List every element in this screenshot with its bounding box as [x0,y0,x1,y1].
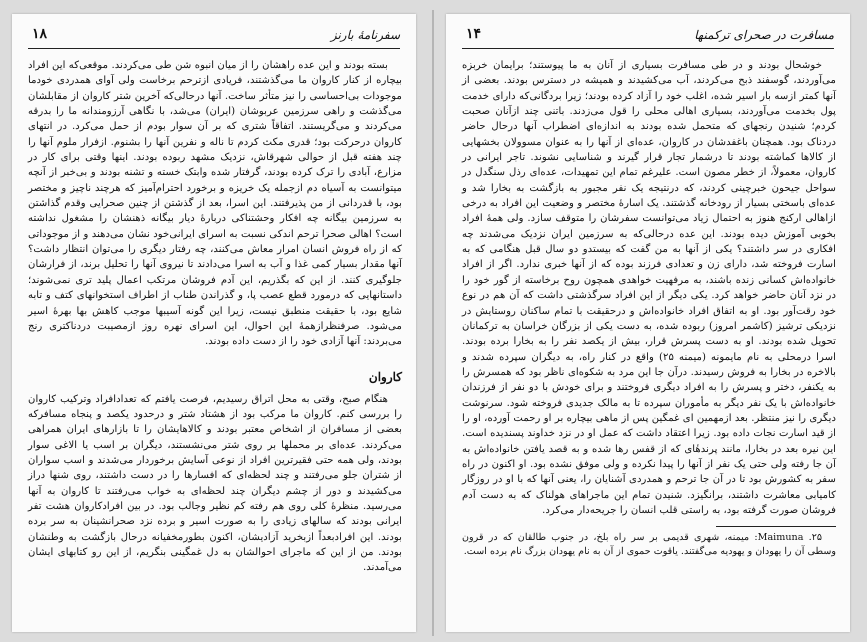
book-gutter [432,10,434,636]
paragraph: خوشحال بودند و در طی مسافرت بسیاری از آنان به ما پیوستند؛ برایمان خربزه می‌آوردند، گوسفند ذبح می‌کردند، آب می‌کشیدند و همیشه در دسترس بودند. بعضی از آنها کمتر ازسه بار اسیر شده، اغلب خود را آزاد کرده بودند؛ زیرا بردگانی‌که دارای خدمت پول بخدمت می‌آوردند، بسیاری اهالی محلی را قول می‌زدند. باتنی چند ازآنان صحبت کردم؛ شنیدن رنجهای که متحمل شده بودند به اندازه‌ای اضطراب آنها درحال حاضر دردناک بود. همچنان باغفدشان در کاروان، عده‌ای از آنها را به عنوان مسوولان بخشهایی از کالاها کماشته بودند تا درشمار تجار قرار گیرند و شناسایی نشوند. تاجر ایرانی در کاروان، معمولاً، از خطر مصون است. علیرغم تمام این تمهیدات، عده‌ای رذل سنگدل در سواحل جیحون خبرچینی کردند، که درنتیجه یک نفر مجبور به بازگشت به بخارا شد و عده‌ای باسختی بسیار از رودخانه گذشتند. یک اسارهٔ مختصر و وضعیت این افراد به درخی ازاهالی ارکنج هنوز به احتمال زیاد می‌توانست سفرشان را متوقف سازد. ولی همه‌ٔ افراد بخوبی آموزش دیده بودند. این عده درحالی‌که به سرزمین ایران نزدیک می‌شدند چه افکاری در سر داشتند؟ یکی از آنها به من گفت که بیستدو دو سال قبل هنگامی که به اسارت فروخته شد، دارای زن و تعدادی فرزند بوده که از آنها خبری ندارد. اگر از افراد خانواده‌اش کسانی زنده باشند، به مرفهیت خواهدی همچون روح برخاسته از گور خود را در نزد آنان حاضر خواهد کرد. یکی دیگر از این افراد سرگذشتی داشت که آن هم در نوع خود رقت‌آور بود. او به اتفاق افراد خانواده‌اش و درحقیقت با تمام ساکنان روستایش در نزدیکی ترشیز (کاشمر امروز) ربوده شده، به دست یکی از بزرگان خراسان به ترکمانان تحویل شده بودند. او به دست پسرش قرار، بیش از یکصد نفر را به بخارا برده بودند. اسرا درمحلی به نام مایمونه (میمنه ۲۵) واقع در کنار راه، به دیگران سپرده شدند و بالاخره در بخارا به فروش رسیدند. درآن جا این مرد به شکوه‌ای ناظر بود که همسرش را به یکنفر، دختر و پسرش را به افراد دیگری فروختند و برای خودش با دو نفر از فرزندان خانواده‌اش با یک نفر دیگر به مأموران سپرده تا به مالک جدیدی فروخته شود. سرنوشت دیگری را نیز منتظر. بعد ازمهمین ای غمگین پس از ماهی بیچاره بر او رحمت آورده، او را از قید اسارت نجات داده بود. زیرا اعتقاد داشت که عمل او در نزد خداوند پسندیده است. این نیره بعد در بخارا، مانند پرندهٔای که از قفس رها شده و به قصد یافتن خانواده‌اش به آن جا رفته ولی حتی یک نفر از آنها را پیدا نکرده و ولی موفق نشده بود. او اکنون در راه سفر به کشورش بود تا در آن جا ترحم و همدردی آشنایان را، یعنی آنها که با او در روزگار کامیابی معاشرت داشتند، برانگیزد. شنیدن تمام این ماجراهای هولناک که به دست آدم فروشان صورت گرفته بود، به راستی قلب انسان را جریحه‌دار می‌کرد. [462,60,836,516]
page-body [462,58,836,559]
footnote: ۲۵. Maimuna: میمنه، شهری قدیمی بر سر راه بلخ، در جنوب طالقان که در قرون وسطی آن را یهودان و یهودیه می‌گفتند. یاقوت حموی از آن به نام یهودان بزرگ نام برده است. [462,532,836,558]
paragraph: هنگام صبح، وقتی به محل اتراق رسیدیم، فرصت یافتم که تعدادافراد وترکیب کاروان را بررسی کنم. کاروان ما مرکب بود از هشتاد شتر و درحدود یکصد و پنجاه مسافرکه بعضی از مسافران از اشخاص معتبر بودند و کالاهایشان را تا بازارهای ایران همراهی می‌کردند. عده‌ای بر محملها بر روی شتر می‌نشستند، دیگران بر اسب یا الاغی سوار بودند، ولی همه حتی فقیرترین افراد از نوعی آسایش برخوردار می‌شدند و اسب سواران از شتران جلو می‌رفتند و چند لحظه‌ای که افسارها را در دست داشتند، روی شنها دراز می‌کشیدند و دور از چشم دیگران چند لحظه‌ای به خواب می‌رفتند تا کاروان به آنها می‌رسید. منظره‌ٔ کلی روی هم رفته کم نظیر وجالب بود. در بین افرادکاروان هشت تفر ایرانی بودند که سالهای زیادی را به صورت اسیر و برده نزد صحرانشینان به سر برده بودند. این افرادبعداً ازبخرید آزادیشان، اکنون بطورمخفیانه درحال بازگشت به وطنشان بودند. من از این که ماجرای احوالشان به دل غمگینی بنگریم، از این رو کتابهای ایشان می‌آمدند. [28,393,402,574]
left-page [12,14,416,632]
page-body [28,58,402,576]
page-header [28,26,400,49]
page-number: ۱۴ [466,26,482,42]
paragraph: بسته بودند و این عده راهشان را از میان انبوه شن طی می‌کردند. موقعی‌که این افراد بیچاره از کنار کاروان ما می‌گذشتند، فریادی ازترحم برخاست ولی آوای همدردی خودما موجودات بی‌احساسی را نیز متأثر ساخت. آنها درحالی‌که آخرین شتر کاروان از مقابلشان می‌گذشت و راهی سرزمین عربوشان (ایران) می‌شد، با نگاهی آرزومندانه ما را بدرقه می‌کردند و می‌گریستند. اتفاقاً شتری که بر آن سوار بودم از حمل می‌کرد. در انتهای کاروان درحرکت بود؛ قدری مکث کردم تا ناله و نفرین آنها را بشنوم. ازفرار ملوم آنها را چند هفته قبل از حوالی شهرقاش، نزدیک مشهد ربوده بودند. اینها وقتی برای کار در مزارع، آبادی را ترک کرده بودند، گرفتار شده وابتک خسته و تشنه بودند و بی‌خبر از آنچه میتوانست به آسیاه دم ازجمله یک خریزه و برخورد احترام‌آمیز که هرچند ناچیز و مختصر بود، با قدردانی از من پذیرفتند. این اسرا، بعد از گذشتن از چنین صحرایی وقدم گذاشتن به سرزمین بیگانه چه افکار وحشتناکی درباره‌ٔ دیار بیگانه ذهنشان را مشغول نداشته است؟ اهالی صحرا ترحم اندکی نسبت به اسرای ایرانی‌خود نشان می‌دهند و از موجوداتی که از راه فروش انسان امرار معاش می‌کنند، چه رفتار دیگری را می‌توان انتظار داشت؟ آنها مقدار بسیار کمی غذا و آب به اسرا می‌دادند تا نیروی آنها را تحلیل برند، از فرارشان جلوگیری کنند. از این که بگذریم، این آدم فروشان مرتکب اعمال پلید تری نمی‌شوند؛ داستانهایی که درمورد قطع عصب پا، و گذراندن طناب از اطراف استخوانهای کتف و تابه شایع بود، با حقیقت منطبق نیست، زیرا این گونه آسیبها موجب کاهش بها بهره‌ٔ اسیر می‌شود. صرفنظرازهمهٔ این احوال، این اسرای نهره روز ازمصیبت دردناکتری رنج می‌بردند: آنها آزادی خود را از دست داده بودند. [28,60,402,348]
page-number: ۱۸ [32,26,48,42]
section-heading: کاروان [368,369,402,384]
footnote-rule [716,526,836,527]
running-title: سفرنامهٔ بارنز [330,28,400,42]
right-page [446,14,850,632]
running-title: مسافرت در صحرای ترکمنها [694,28,834,42]
page-header [462,26,834,49]
